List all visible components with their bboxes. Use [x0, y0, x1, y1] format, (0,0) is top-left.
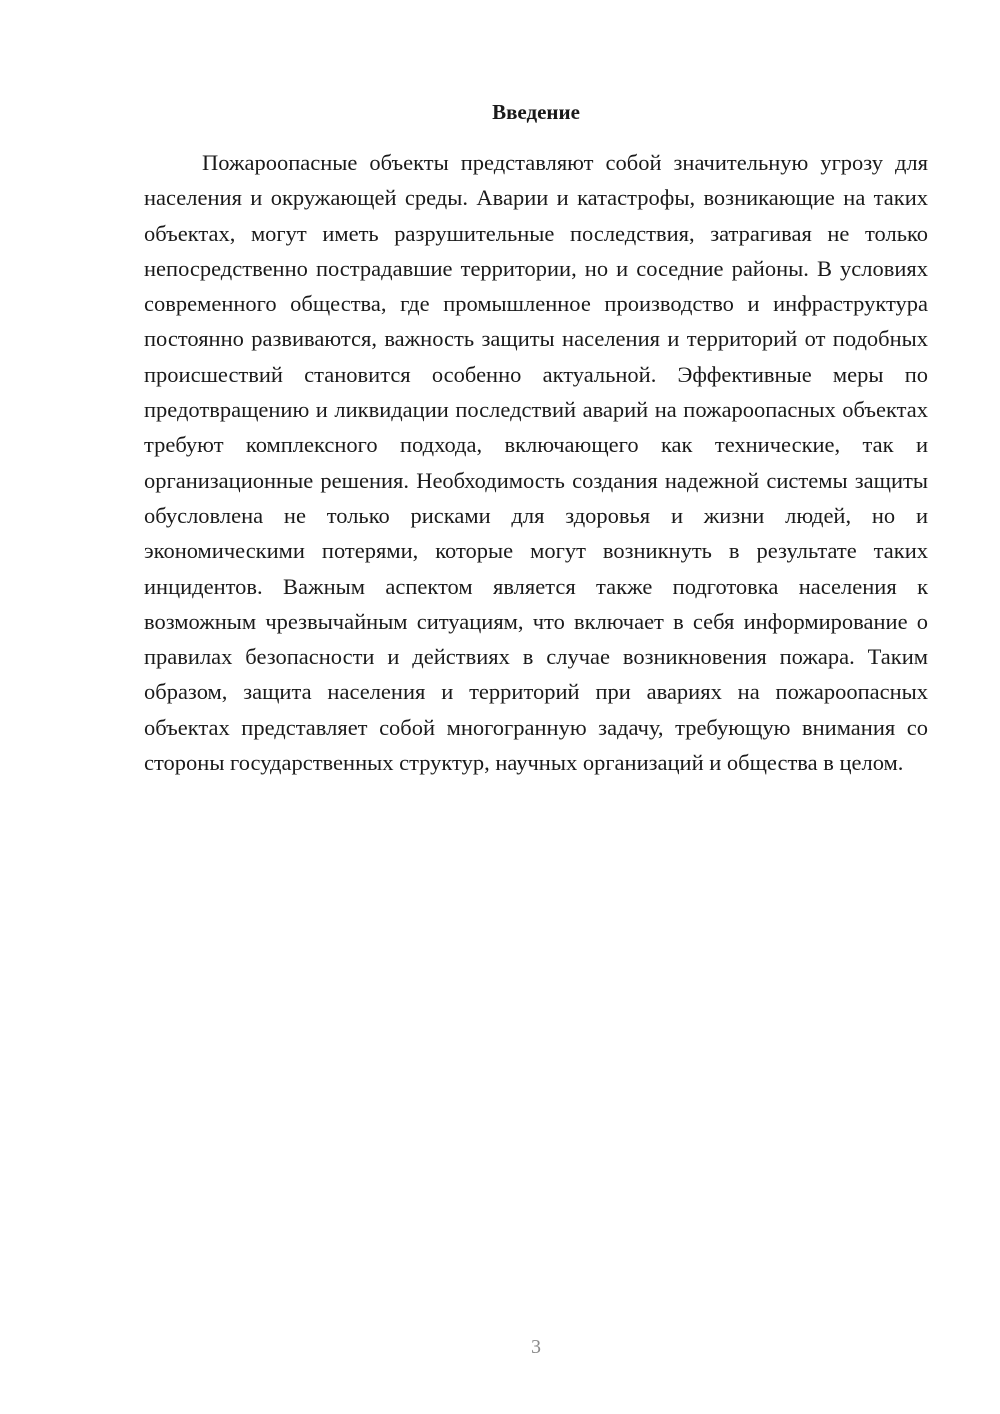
page-number: 3 — [531, 1336, 541, 1358]
body-paragraph: Пожароопасные объекты представляют собой значительную угрозу для населения и окружающей среды. Аварии и катастрофы, возникающие на таких объектах, могут иметь разрушительные последствия, затрагивая не только непосредственно пострадавшие территории, но и соседние районы. В условиях современного общества, где промышленное производство и инфраструктура постоянно развиваются, важность защиты населения и территорий от подобных происшествий становится особенно актуальной. Эффективные меры по предотвращению и ликвидации последствий аварий на пожароопасных объектах требуют комплексного подхода, включающего как технические, так и организационные решения. Необходимость создания надежной системы защиты обусловлена не только рисками для здоровья и жизни людей, но и экономическими потерями, которые могут возникнуть в результате таких инцидентов. Важным аспектом является также подготовка населения к возможным чрезвычайным ситуациям, что включает в себя информирование о правилах безопасности и действиях в случае возникновения пожара. Таким образом, защита населения и территорий при авариях на пожароопасных объектах представляет собой многогранную задачу, требующую внимания со стороны государственных структур, научных организаций и общества в целом. — [144, 150, 928, 776]
section-heading: Введение — [492, 100, 580, 124]
